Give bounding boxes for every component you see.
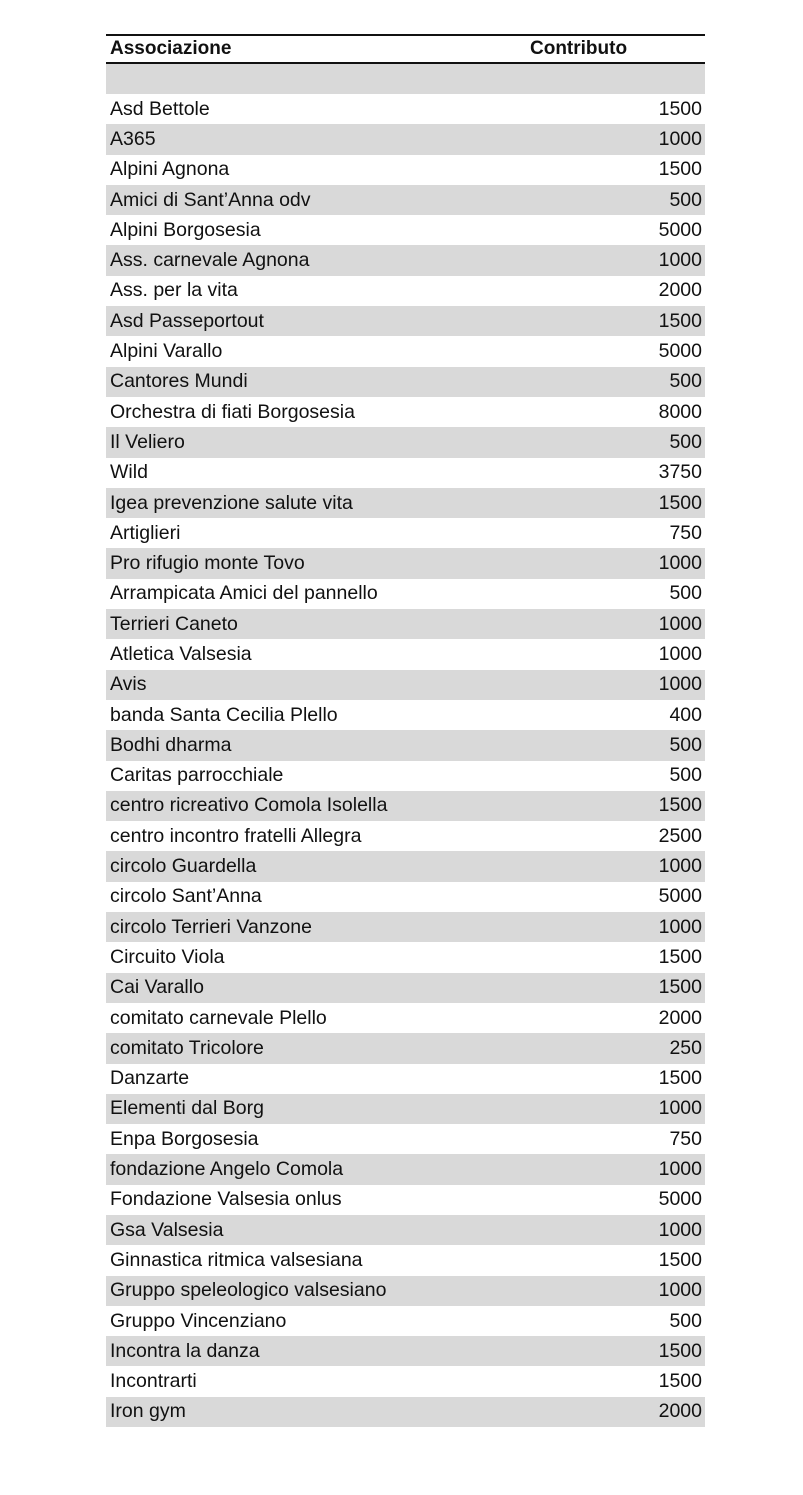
- contribution-value: 1500: [658, 794, 702, 817]
- contribution-value: 1000: [658, 855, 702, 878]
- contribution-value: 500: [669, 188, 702, 211]
- contribution-value: 1500: [658, 976, 702, 999]
- table-row: [106, 670, 705, 700]
- table-row: [106, 1185, 705, 1215]
- table-row: [106, 821, 705, 851]
- association-name: Cantores Mundi: [110, 370, 248, 393]
- table-row: [106, 973, 705, 1003]
- contribution-value: 5000: [658, 218, 702, 241]
- contribution-value: 2000: [658, 279, 702, 302]
- contribution-value: 5000: [658, 1188, 702, 1211]
- table-row: [106, 367, 705, 397]
- contribution-value: 1500: [658, 158, 702, 181]
- table-row: [106, 124, 705, 154]
- table-row: [106, 306, 705, 336]
- association-name: Arrampicata Amici del pannello: [110, 582, 378, 605]
- contribution-value: 1000: [658, 1218, 702, 1241]
- association-name: centro ricreativo Comola Isolella: [110, 794, 388, 817]
- contribution-value: 500: [669, 370, 702, 393]
- contribution-value: 500: [669, 582, 702, 605]
- table-row: [106, 791, 705, 821]
- contribution-value: 1000: [658, 612, 702, 635]
- contribution-value: 2500: [658, 824, 702, 847]
- association-name: Bodhi dharma: [110, 733, 232, 756]
- association-name: centro incontro fratelli Allegra: [110, 824, 362, 847]
- table-row: [106, 700, 705, 730]
- association-name: Enpa Borgosesia: [110, 1127, 259, 1150]
- contribution-value: 3750: [658, 461, 702, 484]
- contribution-value: 1500: [658, 945, 702, 968]
- association-name: Elementi dal Borg: [110, 1097, 264, 1120]
- association-name: Asd Bettole: [110, 97, 210, 120]
- association-name: comitato carnevale Plello: [110, 1006, 327, 1029]
- table-row: [106, 276, 705, 306]
- table-row: [106, 458, 705, 488]
- table-row: [106, 882, 705, 912]
- association-name: Atletica Valsesia: [110, 642, 252, 665]
- contribution-value: 5000: [658, 340, 702, 363]
- contribution-value: 500: [669, 733, 702, 756]
- table-row: [106, 1336, 705, 1366]
- table-row: [106, 245, 705, 275]
- association-name: Igea prevenzione salute vita: [110, 491, 353, 514]
- association-name: Alpini Borgosesia: [110, 218, 261, 241]
- table-row: [106, 942, 705, 972]
- association-name: Incontra la danza: [110, 1339, 260, 1362]
- contribution-value: 1500: [658, 1067, 702, 1090]
- header-contributo: Contributo: [530, 38, 628, 59]
- contribution-value: 1000: [658, 552, 702, 575]
- association-name: Danzarte: [110, 1067, 190, 1090]
- association-name: Terrieri Caneto: [110, 612, 238, 635]
- table-row: [106, 548, 705, 578]
- association-name: Alpini Varallo: [110, 340, 223, 363]
- association-name: A365: [110, 127, 156, 150]
- contribution-value: 1000: [658, 642, 702, 665]
- table-row: [106, 851, 705, 881]
- contribution-value: 1000: [658, 673, 702, 696]
- table-row: [106, 1064, 705, 1094]
- contribution-value: 2000: [658, 1006, 702, 1029]
- table-row: [106, 185, 705, 215]
- association-name: Avis: [110, 673, 147, 696]
- association-name: circolo Terrieri Vanzone: [110, 915, 312, 938]
- table-row: [106, 639, 705, 669]
- header-associazione: Associazione: [110, 38, 232, 59]
- contribution-value: 1500: [658, 1248, 702, 1271]
- association-name: Artiglieri: [110, 521, 181, 544]
- table-row: [106, 1397, 705, 1427]
- contribution-value: 250: [669, 1036, 702, 1059]
- contribution-value: 1000: [658, 1158, 702, 1181]
- contribution-value: 400: [669, 703, 702, 726]
- contribution-value: 1500: [658, 97, 702, 120]
- association-name: Fondazione Valsesia onlus: [110, 1188, 342, 1211]
- association-name: circolo Sant’Anna: [110, 885, 262, 908]
- table-row: [106, 155, 705, 185]
- association-name: Incontrarti: [110, 1370, 197, 1393]
- contribution-value: 1500: [658, 1339, 702, 1362]
- association-name: Orchestra di fiati Borgosesia: [110, 400, 355, 423]
- association-name: Gsa Valsesia: [110, 1218, 224, 1241]
- table-row: [106, 1124, 705, 1154]
- association-name: Cai Varallo: [110, 976, 204, 999]
- contribution-value: 1500: [658, 1370, 702, 1393]
- table-row: [106, 518, 705, 548]
- contribution-value: 1000: [658, 1097, 702, 1120]
- association-name: Ginnastica ritmica valsesiana: [110, 1248, 363, 1271]
- table-row: [106, 1154, 705, 1184]
- association-name: comitato Tricolore: [110, 1036, 264, 1059]
- table-row: [106, 1033, 705, 1063]
- association-name: Gruppo speleologico valsesiano: [110, 1279, 387, 1302]
- association-name: Wild: [110, 461, 148, 484]
- contribution-value: 1500: [658, 491, 702, 514]
- empty-row: [106, 64, 705, 94]
- contributions-table: [106, 34, 705, 1427]
- table-body: [106, 94, 705, 1427]
- contribution-value: 1000: [658, 249, 702, 272]
- association-name: Circuito Viola: [110, 945, 225, 968]
- table-row: [106, 1094, 705, 1124]
- contribution-value: 1000: [658, 1279, 702, 1302]
- association-name: Ass. per la vita: [110, 279, 238, 302]
- table-row: [106, 1366, 705, 1396]
- table-row: [106, 1245, 705, 1275]
- association-name: fondazione Angelo Comola: [110, 1158, 344, 1181]
- association-name: banda Santa Cecilia Plello: [110, 703, 338, 726]
- contribution-value: 500: [669, 1309, 702, 1332]
- contribution-value: 750: [669, 521, 702, 544]
- association-name: Il Veliero: [110, 430, 185, 453]
- table-row: [106, 912, 705, 942]
- table-row: [106, 397, 705, 427]
- table-row: [106, 761, 705, 791]
- table-row: [106, 488, 705, 518]
- association-name: Amici di Sant’Anna odv: [110, 188, 311, 211]
- contribution-value: 500: [669, 764, 702, 787]
- association-name: circolo Guardella: [110, 855, 257, 878]
- table-row: [106, 579, 705, 609]
- table-row: [106, 94, 705, 124]
- table-row: [106, 1306, 705, 1336]
- table-header: [106, 34, 705, 64]
- contribution-value: 1500: [658, 309, 702, 332]
- association-name: Gruppo Vincenziano: [110, 1309, 287, 1332]
- table-row: [106, 215, 705, 245]
- contribution-value: 500: [669, 430, 702, 453]
- table-row: [106, 427, 705, 457]
- contribution-value: 8000: [658, 400, 702, 423]
- table-row: [106, 1003, 705, 1033]
- association-name: Pro rifugio monte Tovo: [110, 552, 305, 575]
- contribution-value: 1000: [658, 127, 702, 150]
- association-name: Iron gym: [110, 1400, 186, 1423]
- table-row: [106, 1215, 705, 1245]
- contribution-value: 5000: [658, 885, 702, 908]
- association-name: Ass. carnevale Agnona: [110, 249, 310, 272]
- contribution-value: 750: [669, 1127, 702, 1150]
- table-row: [106, 609, 705, 639]
- table-row: [106, 1276, 705, 1306]
- association-name: Alpini Agnona: [110, 158, 230, 181]
- association-name: Caritas parrocchiale: [110, 764, 284, 787]
- table-row: [106, 730, 705, 760]
- table-row: [106, 336, 705, 366]
- contribution-value: 1000: [658, 915, 702, 938]
- association-name: Asd Passeportout: [110, 309, 264, 332]
- contribution-value: 2000: [658, 1400, 702, 1423]
